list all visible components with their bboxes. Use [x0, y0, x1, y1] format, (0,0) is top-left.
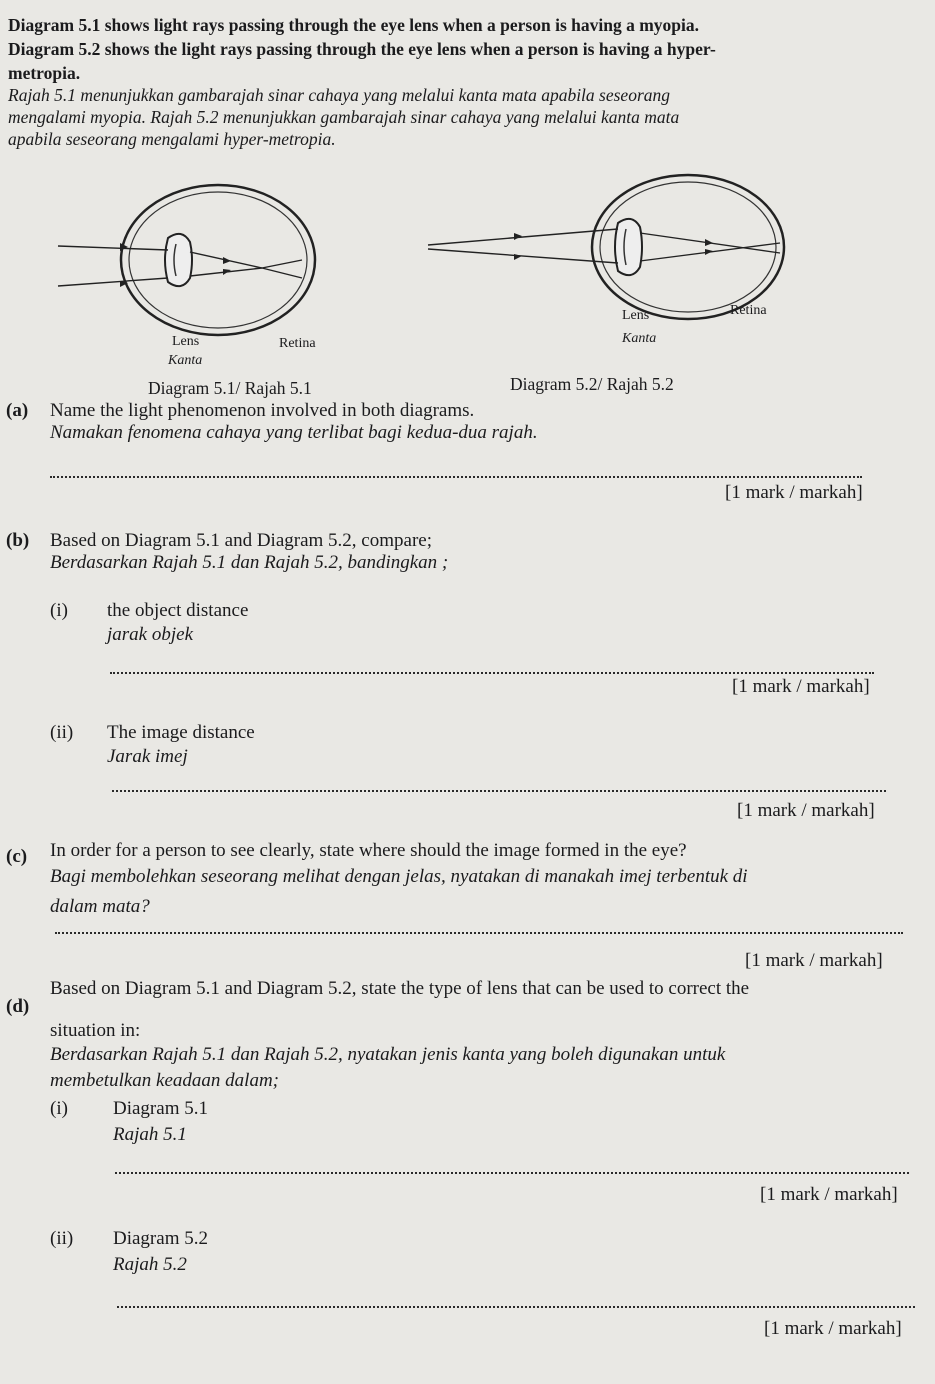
qa-english: Name the light phenomenon involved in both diagrams.: [50, 400, 475, 421]
qb-i-label: (i): [50, 600, 68, 621]
intro-line-4: Rajah 5.1 menunjukkan gambarajah sinar cahaya yang melalui kanta mata apabila seseorang: [8, 85, 671, 105]
qd-ii-answer-line[interactable]: [117, 1306, 915, 1308]
intro-line-2: Diagram 5.2 shows the light rays passing through the eye lens when a person is having a hyper-: [8, 39, 716, 59]
qb-english: Based on Diagram 5.1 and Diagram 5.2, compare;: [50, 530, 432, 551]
qd-english-2: situation in:: [50, 1020, 141, 1041]
qa-answer-line[interactable]: [50, 476, 862, 478]
qb-ii-english: The image distance: [107, 722, 255, 743]
qc-english: In order for a person to see clearly, state where should the image formed in the eye?: [50, 840, 687, 861]
qc-label: (c): [6, 846, 28, 867]
qc-malay-1: Bagi membolehkan seseorang melihat dengan jelas, nyatakan di manakah imej terbentuk di: [50, 866, 748, 887]
qb-ii-label: (ii): [50, 722, 74, 743]
myopia-eye-diagram: [40, 180, 370, 370]
qd-i-answer-line[interactable]: [115, 1172, 909, 1174]
qb-i-malay: jarak objek: [107, 624, 194, 645]
qb-ii-malay: Jarak imej: [107, 746, 188, 767]
qa-mark: [1 mark / markah]: [725, 482, 863, 503]
diagram2-caption: Diagram 5.2/ Rajah 5.2: [510, 374, 674, 394]
diagram1-retina-label: Retina: [279, 336, 316, 351]
qc-answer-line[interactable]: [55, 932, 903, 934]
qd-english-1: Based on Diagram 5.1 and Diagram 5.2, state the type of lens that can be used to correct the: [50, 978, 750, 999]
qd-ii-label: (ii): [50, 1228, 74, 1249]
qd-label: (d): [6, 996, 30, 1017]
diagram2-retina-label: Retina: [730, 303, 767, 318]
qd-malay-2: membetulkan keadaan dalam;: [50, 1070, 279, 1091]
diagram2-kanta-label: Kanta: [622, 331, 657, 346]
qd-ii-malay: Rajah 5.2: [113, 1254, 187, 1275]
qd-i-label: (i): [50, 1098, 68, 1119]
qa-malay: Namakan fenomena cahaya yang terlibat bagi kedua-dua rajah.: [50, 422, 538, 443]
qd-i-malay: Rajah 5.1: [113, 1124, 187, 1145]
qb-i-english: the object distance: [107, 600, 249, 621]
qa-label: (a): [6, 400, 29, 421]
diagram1-kanta-label: Kanta: [168, 353, 203, 368]
qd-ii-english: Diagram 5.2: [113, 1228, 208, 1249]
qb-i-answer-line[interactable]: [110, 672, 874, 674]
qb-ii-answer-line[interactable]: [112, 790, 886, 792]
intro-line-1: Diagram 5.1 shows light rays passing through the eye lens when a person is having a myopia.: [8, 15, 700, 35]
diagram2-lens-label: Lens: [622, 308, 650, 323]
qc-malay-2: dalam mata?: [50, 896, 150, 917]
qb-label: (b): [6, 530, 30, 551]
qd-ii-mark: [1 mark / markah]: [764, 1318, 902, 1339]
qb-i-mark: [1 mark / markah]: [732, 676, 870, 697]
qd-i-mark: [1 mark / markah]: [760, 1184, 898, 1205]
intro-line-6: apabila seseorang mengalami hyper-metropia.: [8, 129, 336, 149]
qd-i-english: Diagram 5.1: [113, 1098, 208, 1119]
intro-line-3: metropia.: [8, 63, 81, 83]
qb-ii-mark: [1 mark / markah]: [737, 800, 875, 821]
qd-malay-1: Berdasarkan Rajah 5.1 dan Rajah 5.2, nyatakan jenis kanta yang boleh digunakan untuk: [50, 1044, 726, 1065]
qb-malay: Berdasarkan Rajah 5.1 dan Rajah 5.2, bandingkan ;: [50, 552, 449, 573]
qc-mark: [1 mark / markah]: [745, 950, 883, 971]
diagram1-lens-label: Lens: [172, 334, 200, 349]
diagram1-caption: Diagram 5.1/ Rajah 5.1: [148, 378, 312, 398]
intro-line-5: mengalami myopia. Rajah 5.2 menunjukkan gambarajah sinar cahaya yang melalui kanta mata: [8, 107, 680, 127]
